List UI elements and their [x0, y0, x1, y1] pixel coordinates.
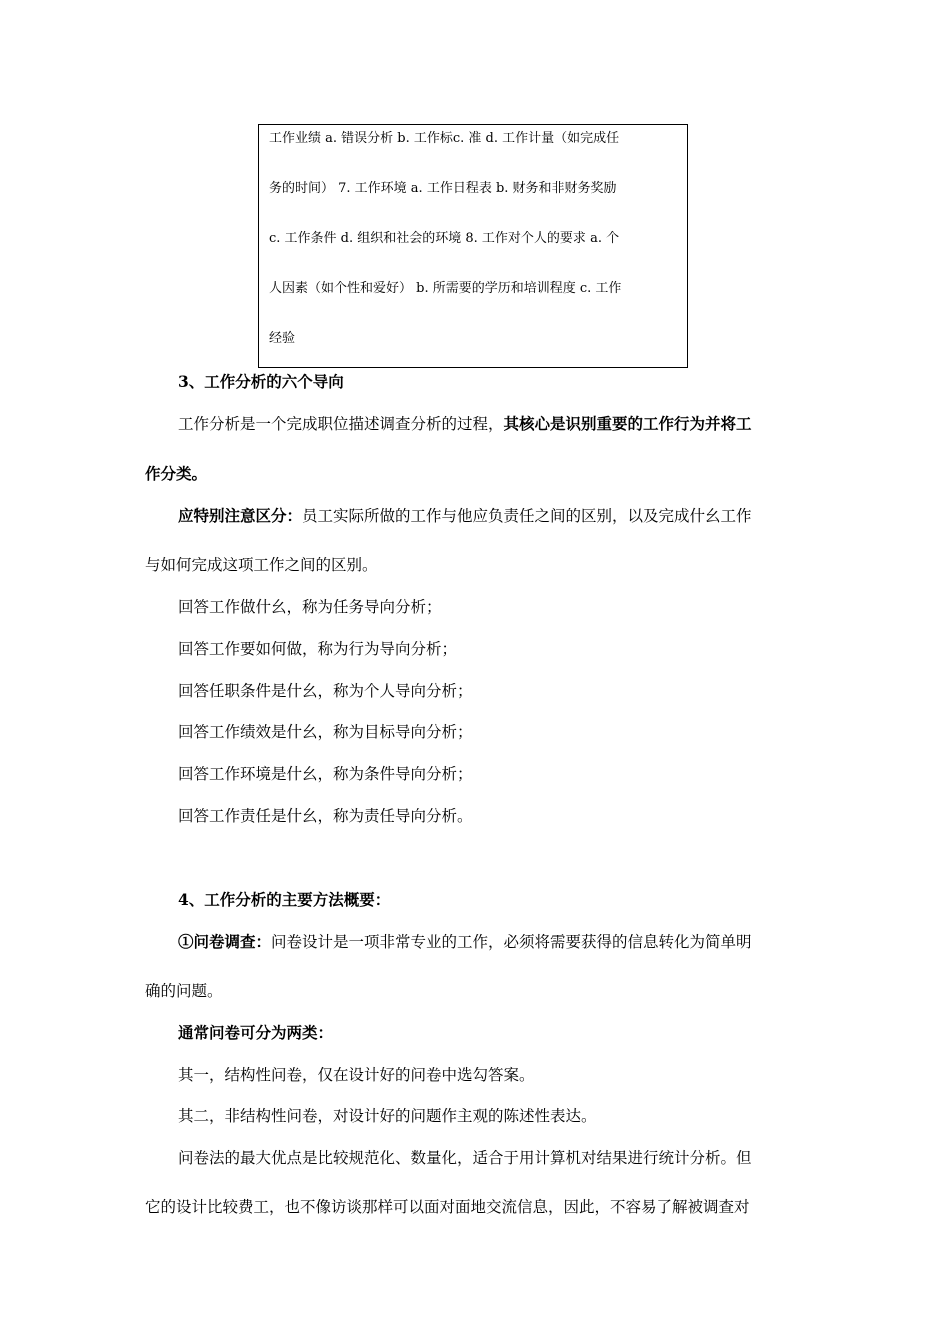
paragraph-text: 问卷设计是一项非常专业的工作，必须将需要获得的信息转化为简单明 — [271, 933, 752, 951]
questionnaire-types-heading: 通常问卷可分为两类： — [178, 1023, 334, 1042]
job-analysis-info-box — [258, 124, 688, 368]
questionnaire-paragraph-continued: 确的问题。 — [145, 982, 223, 1000]
section-3-paragraph-2-continued: 与如何完成这项工作之间的区别。 — [145, 556, 378, 574]
box-line: 务的时间） 7. 工作环境 a. 工作日程表 b. 财务和非财务奖励 — [269, 181, 617, 196]
paragraph-text: 员工实际所做的工作与他应负责任之间的区别，以及完成什幺工作 — [302, 507, 752, 525]
section-3-heading: 3、工作分析的六个导向 — [178, 372, 344, 391]
orientation-item: 回答工作环境是什幺，称为条件导向分析； — [178, 765, 473, 783]
questionnaire-type-item: 其二，非结构性问卷，对设计好的问题作主观的陈述性表达。 — [178, 1107, 597, 1125]
box-line: c. 工作条件 d. 组织和社会的环境 8. 工作对个人的要求 a. 个 — [269, 231, 620, 246]
questionnaire-type-item: 其一，结构性问卷，仅在设计好的问卷中选勾答案。 — [178, 1066, 535, 1084]
section-3-paragraph-1-continued: 作分类。 — [145, 464, 208, 483]
paragraph-emphasis: 其核心是识别重要的工作行为并将工 — [503, 414, 752, 433]
orientation-item: 回答工作要如何做，称为行为导向分析； — [178, 640, 458, 658]
orientation-item: 回答任职条件是什幺，称为个人导向分析； — [178, 682, 473, 700]
orientation-item: 回答工作责任是什幺，称为责任导向分析。 — [178, 807, 473, 825]
box-line: 经验 — [269, 331, 296, 346]
section-4-heading: 4、工作分析的主要方法概要： — [178, 890, 391, 909]
questionnaire-advantages-paragraph-continued: 它的设计比较费工，也不像访谈那样可以面对面地交流信息，因此，不容易了解被调查对 — [145, 1198, 750, 1216]
paragraph-emphasis: ①问卷调查： — [178, 932, 272, 951]
section-3-paragraph-2 — [178, 506, 752, 526]
questionnaire-advantages-paragraph: 问卷法的最大优点是比较规范化、数量化，适合于用计算机对结果进行统计分析。但 — [178, 1149, 752, 1167]
paragraph-emphasis: 应特别注意区分： — [178, 506, 303, 525]
box-line: 人因素（如个性和爱好） b. 所需要的学历和培训程度 c. 工作 — [269, 281, 622, 296]
paragraph-text: 工作分析是一个完成职位描述调查分析的过程， — [178, 415, 504, 433]
box-line: 工作业绩 a. 错误分析 b. 工作标c. 准 d. 工作计量（如完成任 — [269, 131, 620, 146]
questionnaire-paragraph — [178, 932, 752, 952]
orientation-item: 回答工作绩效是什幺，称为目标导向分析； — [178, 723, 473, 741]
section-3-paragraph-1 — [178, 414, 752, 434]
orientation-item: 回答工作做什幺，称为任务导向分析； — [178, 598, 442, 616]
